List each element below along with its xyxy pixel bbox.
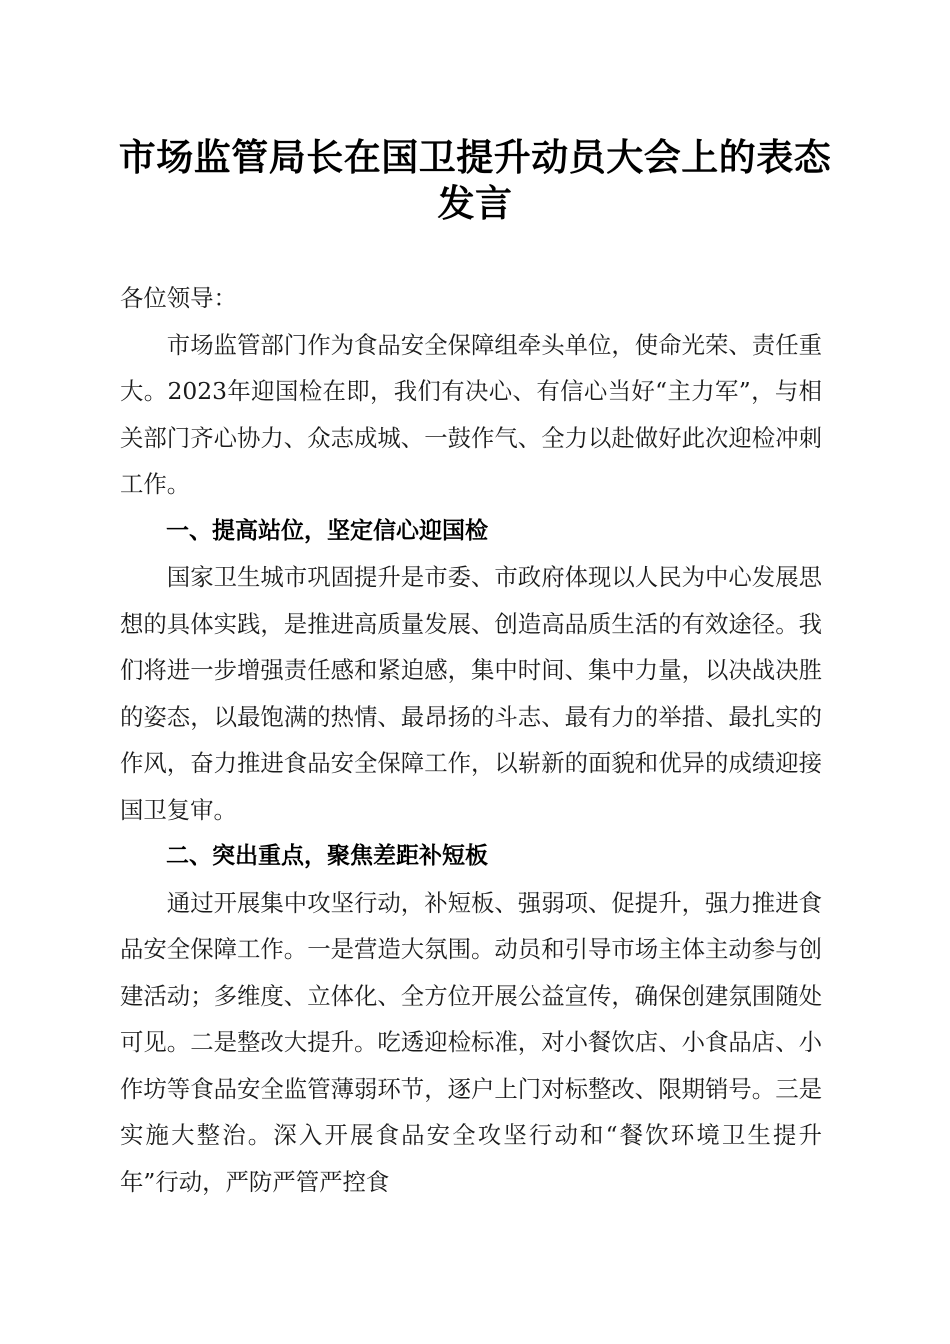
intro-paragraph: 市场监管部门作为食品安全保障组牵头单位，使命光荣、责任重大。2023年迎国检在即，我们有决心、有信心当好“主力军”，与相关部门齐心协力、众志成城、一鼓作气、全力以赴做好此次迎检冲刺工作。 xyxy=(120,330,822,498)
salutation: 各位领导： xyxy=(120,284,237,312)
document-body xyxy=(120,275,822,1205)
document-title: 市场监管局长在国卫提升动员大会上的表态发言 xyxy=(118,135,832,225)
section-paragraph-1: 国家卫生城市巩固提升是市委、市政府体现以人民为中心发展思想的具体实践，是推进高质量发展、创造高品质生活的有效途径。我们将进一步增强责任感和紧迫感，集中时间、集中力量，以决战决胜的姿态，以最饱满的热情、最昂扬的斗志、最有力的举措、最扎实的作风，奋力推进食品安全保障工作，以崭新的面貌和优异的成绩迎接国卫复审。 xyxy=(120,563,822,824)
section-paragraph-2: 通过开展集中攻坚行动，补短板、强弱项、促提升，强力推进食品安全保障工作。一是营造大氛围。动员和引导市场主体主动参与创建活动；多维度、立体化、全方位开展公益宣传，确保创建氛围随处可见。二是整改大提升。吃透迎检标准，对小餐饮店、小食品店、小作坊等食品安全监管薄弱环节，逐户上门对标整改、限期销号。三是实施大整治。深入开展食品安全攻坚行动和“餐饮环境卫生提升年”行动，严防严管严控食 xyxy=(120,888,822,1196)
section-heading-1: 一、提高站位，坚定信心迎国检 xyxy=(166,517,488,544)
section-heading-2: 二、突出重点，聚焦差距补短板 xyxy=(166,843,488,869)
